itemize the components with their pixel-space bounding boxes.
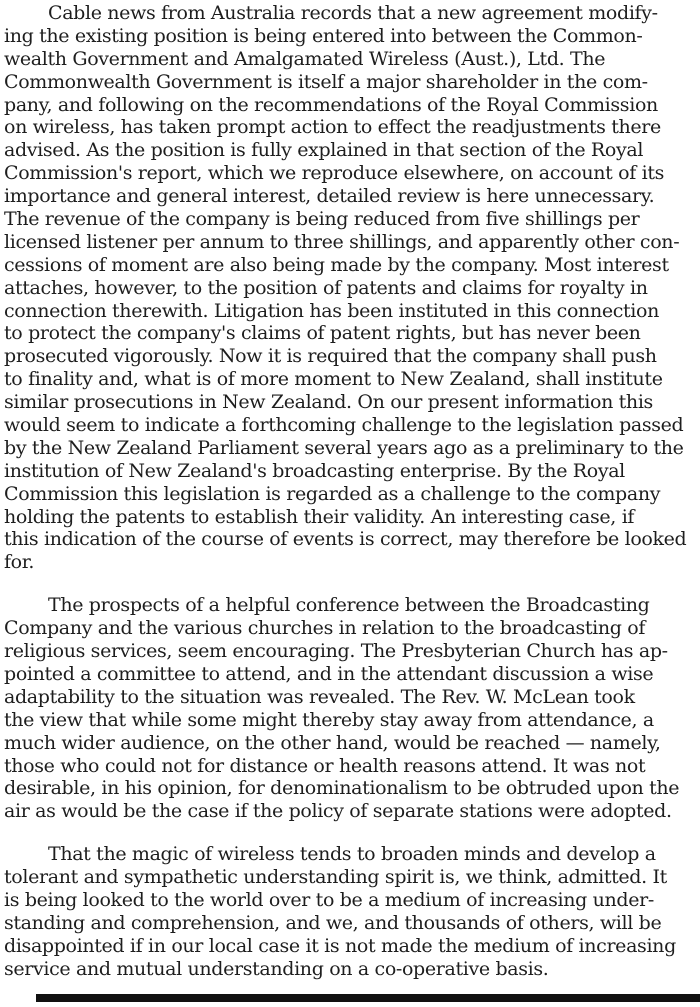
text-line: religious services, seem encouraging. The Presbyterian Church has ap- (4, 640, 668, 663)
text-line: to finality and, what is of more moment to New Zealand, shall institute (4, 368, 663, 391)
text-line: Commonwealth Government is itself a major shareholder in the com- (4, 70, 648, 93)
paragraph-spacer (4, 823, 697, 843)
text-line: on wireless, has taken prompt action to effect the readjustments there (4, 116, 661, 139)
text-line: much wider audience, on the other hand, would be reached — namely, (4, 731, 661, 754)
text-line: licensed listener per annum to three shillings, and apparently other con- (4, 230, 680, 253)
text-line: standing and comprehension, and we, and thousands of others, will be (4, 911, 662, 934)
text-line: advised. As the position is fully explained in that section of the Royal (4, 139, 644, 162)
article-body (4, 2, 697, 981)
text-line: importance and general interest, detailed review is here unnecessary. (4, 185, 655, 208)
text-line: by the New Zealand Parliament several years ago as a preliminary to the (4, 436, 684, 459)
text-line: prosecuted vigorously. Now it is required that the company shall push (4, 345, 657, 368)
text-line: Commission's report, which we reproduce elsewhere, on account of its (4, 162, 665, 185)
text-line: The prospects of a helpful conference between the Broadcasting (48, 594, 650, 617)
text-line: Commission this legislation is regarded as a challenge to the company (4, 482, 661, 505)
text-line: tolerant and sympathetic understanding spirit is, we think, admitted. It (4, 866, 667, 889)
text-line: to protect the company's claims of patent rights, but has never been (4, 322, 641, 345)
text-line: for. (4, 551, 35, 574)
text-line: air as would be the case if the policy of separate stations were adopted. (4, 800, 672, 823)
text-line: cessions of moment are also being made by the company. Most interest (4, 253, 669, 276)
text-line: adaptability to the situation was revealed. The Rev. W. McLean took (4, 685, 635, 708)
text-line: pany, and following on the recommendations of the Royal Commission (4, 93, 658, 116)
text-line: That the magic of wireless tends to broaden minds and develop a (48, 843, 656, 866)
text-line: institution of New Zealand's broadcasting enterprise. By the Royal (4, 459, 625, 482)
paragraph-magic-of-wireless (4, 843, 697, 980)
text-line: similar prosecutions in New Zealand. On our present information this (4, 391, 653, 414)
paragraph-church-broadcasting-conference (4, 594, 697, 823)
text-line: The revenue of the company is being reduced from five shillings per (4, 208, 640, 231)
text-line: wealth Government and Amalgamated Wireless (Aust.), Ltd. The (4, 47, 606, 70)
text-line: Cable news from Australia records that a new agreement modify- (48, 2, 658, 24)
text-line: disappointed if in our local case it is not made the medium of increasing (4, 934, 676, 957)
text-line: those who could not for distance or health reasons attend. It was not (4, 754, 646, 777)
paragraph-australian-wireless-agreement (4, 2, 697, 574)
bottom-rule-divider (36, 994, 700, 1002)
text-line: desirable, in his opinion, for denominationalism to be obtruded upon the (4, 777, 680, 800)
text-line: pointed a committee to attend, and in the attendant discussion a wise (4, 662, 654, 685)
text-line: connection therewith. Litigation has been instituted in this connection (4, 299, 660, 322)
text-line: Company and the various churches in relation to the broadcasting of (4, 617, 646, 640)
paragraph-spacer (4, 574, 697, 594)
text-line: holding the patents to establish their validity. An interesting case, if (4, 505, 635, 528)
text-line: this indication of the course of events is correct, may therefore be looked (4, 528, 687, 551)
text-line: attaches, however, to the position of patents and claims for royalty in (4, 276, 648, 299)
text-line: would seem to indicate a forthcoming challenge to the legislation passed (4, 414, 684, 437)
text-line: ing the existing position is being entered into between the Common- (4, 24, 643, 47)
text-line: the view that while some might thereby stay away from attendance, a (4, 708, 654, 731)
text-line: is being looked to the world over to be a medium of increasing under- (4, 888, 654, 911)
text-line: service and mutual understanding on a co-operative basis. (4, 957, 549, 980)
